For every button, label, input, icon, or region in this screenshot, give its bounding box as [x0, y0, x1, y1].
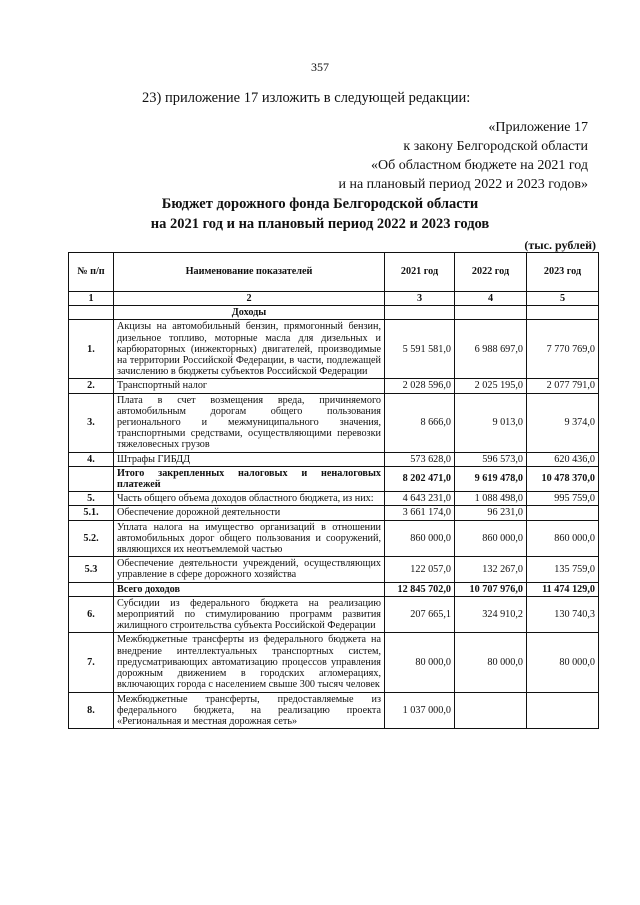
value-2023: 130 740,3	[527, 596, 599, 633]
table-row	[69, 452, 599, 466]
table-row	[69, 633, 599, 692]
value-2022: 2 025 195,0	[455, 379, 527, 393]
value-2021: 8 666,0	[385, 393, 455, 452]
row-name: Всего доходов	[114, 582, 385, 596]
row-number: 2.	[69, 379, 114, 393]
row-number: 4.	[69, 452, 114, 466]
value-2022: 10 707 976,0	[455, 582, 527, 596]
table-row	[69, 492, 599, 506]
document-title	[0, 194, 640, 234]
value-2023	[527, 506, 599, 520]
value-2022	[455, 692, 527, 729]
title-line: Бюджет дорожного фонда Белгородской области	[161, 196, 479, 212]
table-row	[69, 393, 599, 452]
value-2021: 4 643 231,0	[385, 492, 455, 506]
col-header-name: Наименование показателей	[114, 253, 385, 292]
value-2023: 11 474 129,0	[527, 582, 599, 596]
row-name: Транспортный налог	[114, 379, 385, 393]
table-row	[69, 320, 599, 379]
value-2022: 9 619 478,0	[455, 466, 527, 491]
table-row	[69, 466, 599, 491]
section-title: Доходы	[114, 306, 385, 320]
value-2023: 2 077 791,0	[527, 379, 599, 393]
value-2022: 9 013,0	[455, 393, 527, 452]
index-cell: 3	[385, 292, 455, 306]
appendix-line: «Приложение 17	[488, 120, 588, 135]
value-2021: 8 202 471,0	[385, 466, 455, 491]
budget-table	[68, 252, 599, 729]
row-number	[69, 466, 114, 491]
value-2021: 3 661 174,0	[385, 506, 455, 520]
units-label: (тыс. рублей)	[524, 238, 596, 252]
col-header-2021: 2021 год	[385, 253, 455, 292]
value-2023: 7 770 769,0	[527, 320, 599, 379]
appendix-line: и на плановый период 2022 и 2023 годов»	[338, 177, 588, 192]
row-name: Межбюджетные трансферты, предоставляемые из федерального бюджета, на реализацию проекта «Региональная и местная дорожная сеть»	[114, 692, 385, 729]
table-row	[69, 557, 599, 582]
value-2023: 860 000,0	[527, 520, 599, 557]
row-name: Акцизы на автомобильный бензин, прямогонный бензин, дизельное топливо, моторные масла для дизельных и карбюраторных (инжекторных) двигателей, производимые на территории Российской Федерации, в части, подлежащей зачислению в бюджеты субъектов Российской Федерации	[114, 320, 385, 379]
row-name: Плата в счет возмещения вреда, причиняемого автомобильным дорогам общего пользования регионального и межмуниципального значения, транспортными средствами, осуществляющими перевозки тяжеловесных грузов	[114, 393, 385, 452]
value-2023: 135 759,0	[527, 557, 599, 582]
table-row	[69, 596, 599, 633]
table-row	[69, 692, 599, 729]
row-number: 3.	[69, 393, 114, 452]
value-2021: 5 591 581,0	[385, 320, 455, 379]
row-name: Субсидии из федерального бюджета на реализацию мероприятий по стимулированию программ развития жилищного строительства субъекта Российской Федерации	[114, 596, 385, 633]
row-number: 1.	[69, 320, 114, 379]
index-cell: 4	[455, 292, 527, 306]
table-row	[69, 379, 599, 393]
table-row	[69, 582, 599, 596]
value-2021: 122 057,0	[385, 557, 455, 582]
value-2021: 80 000,0	[385, 633, 455, 692]
value-2023: 80 000,0	[527, 633, 599, 692]
column-index-row	[69, 292, 599, 306]
col-header-2023: 2023 год	[527, 253, 599, 292]
value-2022: 6 988 697,0	[455, 320, 527, 379]
row-name: Обеспечение дорожной деятельности	[114, 506, 385, 520]
value-2021: 207 665,1	[385, 596, 455, 633]
index-cell: 2	[114, 292, 385, 306]
row-name: Штрафы ГИБДД	[114, 452, 385, 466]
row-number: 5.3	[69, 557, 114, 582]
value-2022: 132 267,0	[455, 557, 527, 582]
value-2022: 80 000,0	[455, 633, 527, 692]
appendix-header	[338, 118, 588, 194]
title-line: на 2021 год и на плановый период 2022 и 2023 годов	[150, 216, 490, 232]
row-name: Уплата налога на имущество организаций в отношении автомобильных дорог общего пользования и сооружений, являющихся их неотъемлемой частью	[114, 520, 385, 557]
value-2023: 995 759,0	[527, 492, 599, 506]
value-2023: 620 436,0	[527, 452, 599, 466]
value-2022: 96 231,0	[455, 506, 527, 520]
value-2022: 596 573,0	[455, 452, 527, 466]
row-name: Итого закрепленных налоговых и неналоговых платежей	[114, 466, 385, 491]
value-2021: 1 037 000,0	[385, 692, 455, 729]
page-number: 357	[311, 60, 329, 74]
row-name: Часть общего объема доходов областного бюджета, из них:	[114, 492, 385, 506]
index-cell: 1	[69, 292, 114, 306]
index-cell: 5	[527, 292, 599, 306]
value-2021: 2 028 596,0	[385, 379, 455, 393]
section-row-income	[69, 306, 599, 320]
value-2021: 860 000,0	[385, 520, 455, 557]
value-2022: 860 000,0	[455, 520, 527, 557]
row-name: Обеспечение деятельности учреждений, осуществляющих управление в сфере дорожного хозяйства	[114, 557, 385, 582]
value-2022: 324 910,2	[455, 596, 527, 633]
table-header-row	[69, 253, 599, 292]
row-number: 5.	[69, 492, 114, 506]
row-number: 5.1.	[69, 506, 114, 520]
value-2023: 10 478 370,0	[527, 466, 599, 491]
value-2023: 9 374,0	[527, 393, 599, 452]
row-number: 5.2.	[69, 520, 114, 557]
value-2023	[527, 692, 599, 729]
row-name: Межбюджетные трансферты из федерального бюджета на внедрение интеллектуальных транспортных систем, предусматривающих автоматизацию процессов управления дорожным движением в городских агломерациях, включающих города с населением свыше 300 тысяч человек	[114, 633, 385, 692]
value-2022: 1 088 498,0	[455, 492, 527, 506]
amendment-intro: 23) приложение 17 изложить в следующей редакции:	[142, 90, 471, 106]
col-header-2022: 2022 год	[455, 253, 527, 292]
col-header-number: № п/п	[69, 253, 114, 292]
row-number: 6.	[69, 596, 114, 633]
appendix-line: «Об областном бюджете на 2021 год	[371, 158, 588, 173]
appendix-line: к закону Белгородской области	[403, 139, 588, 154]
row-number	[69, 582, 114, 596]
value-2021: 12 845 702,0	[385, 582, 455, 596]
table-row	[69, 506, 599, 520]
row-number: 7.	[69, 633, 114, 692]
table-row	[69, 520, 599, 557]
row-number: 8.	[69, 692, 114, 729]
value-2021: 573 628,0	[385, 452, 455, 466]
